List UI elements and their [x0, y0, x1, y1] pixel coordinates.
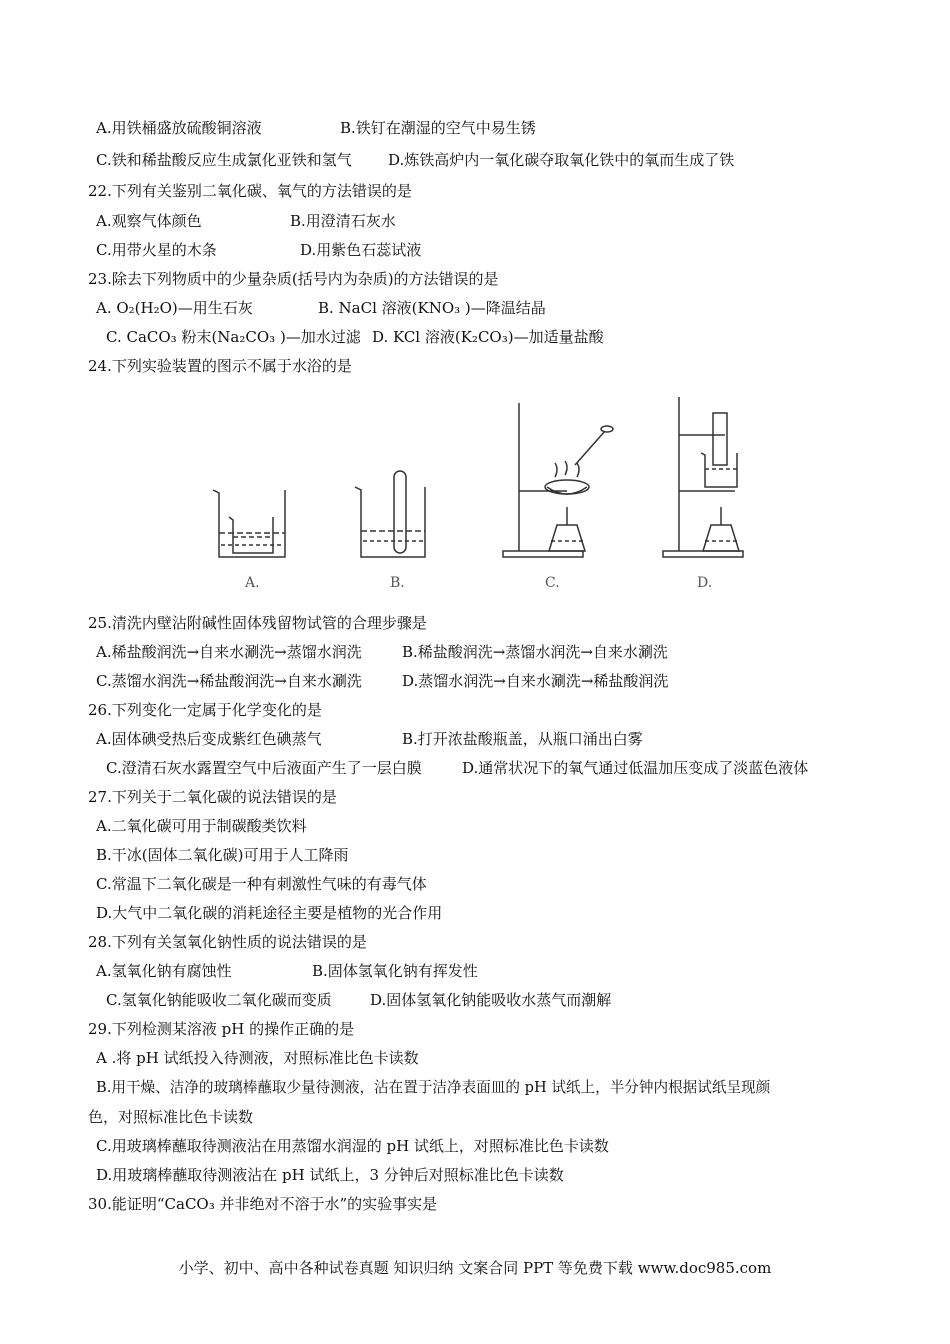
q21-option-c: C.铁和稀盐酸反应生成氯化亚铁和氢气	[96, 151, 352, 169]
q27-option-d: D.大气中二氧化碳的消耗途径主要是植物的光合作用	[96, 904, 443, 922]
q26-option-d: D.通常状况下的氧气通过低温加压变成了淡蓝色液体	[462, 759, 809, 777]
figure-label-d: D.	[697, 575, 713, 591]
figure-label-c: C.	[545, 575, 560, 591]
q21-option-d: D.炼铁高炉内一氧化碳夺取氧化铁中的氧而生成了铁	[388, 151, 735, 169]
q29-option-b-line2: 色，对照标准比色卡读数	[88, 1108, 254, 1126]
figure-c-evaporating-dish	[503, 403, 613, 557]
q26-option-c: C.澄清石灰水露置空气中后液面产生了一层白膜	[106, 759, 422, 777]
q22-option-d: D.用紫色石蕊试液	[300, 241, 422, 259]
q23-option-c: C. CaCO₃ 粉末(Na₂CO₃ )—加水过滤	[106, 328, 361, 346]
q29-option-b-line1: B.用干燥、洁净的玻璃棒蘸取少量待测液，沾在置于洁净表面皿的 pH 试纸上，半分钟内根据试纸呈现颜	[96, 1079, 771, 1096]
q29-option-a: A .将 pH 试纸投入待测液，对照标准比色卡读数	[96, 1049, 419, 1067]
figure-b-test-tube-in-beaker	[355, 471, 425, 557]
figure-a-water-bath	[213, 490, 285, 557]
q28-option-a: A.氢氧化钠有腐蚀性	[96, 962, 232, 980]
q24-apparatus-figure	[205, 395, 750, 595]
q23-option-b: B. NaCl 溶液(KNO₃ )—降温结晶	[318, 299, 546, 317]
q22-option-a: A.观察气体颜色	[96, 212, 202, 230]
q25-stem: 25.清洗内壁沾附碱性固体残留物试管的合理步骤是	[88, 614, 427, 632]
q25-option-a: A.稀盐酸润洗→自来水涮洗→蒸馏水润洗	[96, 643, 362, 661]
q28-stem: 28.下列有关氢氧化钠性质的说法错误的是	[88, 933, 367, 951]
q29-option-c: C.用玻璃棒蘸取待测液沾在用蒸馏水润湿的 pH 试纸上，对照标准比色卡读数	[96, 1137, 609, 1155]
q30-stem: 30.能证明“CaCO₃ 并非绝对不溶于水”的实验事实是	[88, 1195, 438, 1213]
q27-option-b: B.干冰(固体二氧化碳)可用于人工降雨	[96, 846, 349, 864]
q26-option-a: A.固体碘受热后变成紫红色碘蒸气	[96, 730, 322, 748]
q28-option-c: C.氢氧化钠能吸收二氧化碳而变质	[106, 991, 332, 1009]
q23-stem: 23.除去下列物质中的少量杂质(括号内为杂质)的方法错误的是	[88, 270, 499, 288]
q29-stem: 29.下列检测某溶液 pH 的操作正确的是	[88, 1020, 355, 1038]
q27-option-a: A.二氧化碳可用于制碳酸类饮料	[96, 817, 307, 835]
q27-stem: 27.下列关于二氧化碳的说法错误的是	[88, 788, 337, 806]
figure-label-a: A.	[245, 575, 260, 591]
q22-option-b: B.用澄清石灰水	[290, 212, 396, 230]
q25-option-b: B.稀盐酸润洗→蒸馏水润洗→自来水涮洗	[402, 643, 668, 661]
q21-option-b: B.铁钉在潮湿的空气中易生锈	[340, 119, 536, 137]
q26-stem: 26.下列变化一定属于化学变化的是	[88, 701, 322, 719]
figure-label-b: B.	[390, 575, 405, 591]
q22-stem: 22.下列有关鉴别二氧化碳、氧气的方法错误的是	[88, 182, 412, 200]
q28-option-d: D.固体氢氧化钠能吸收水蒸气而潮解	[370, 991, 612, 1009]
q25-option-c: C.蒸馏水润洗→稀盐酸润洗→自来水涮洗	[96, 672, 362, 690]
figure-d-beaker-water-bath	[663, 397, 743, 557]
page-footer: 小学、初中、高中各种试卷真题 知识归纳 文案合同 PPT 等免费下载 www.doc985.com	[178, 1259, 772, 1277]
q29-option-d: D.用玻璃棒蘸取待测液沾在 pH 试纸上，3 分钟后对照标准比色卡读数	[96, 1166, 564, 1184]
q28-option-b: B.固体氢氧化钠有挥发性	[312, 962, 478, 980]
q22-option-c: C.用带火星的木条	[96, 241, 217, 259]
q23-option-d: D. KCl 溶液(K₂CO₃)—加适量盐酸	[372, 328, 604, 346]
q21-option-a: A.用铁桶盛放硫酸铜溶液	[96, 119, 262, 137]
q23-option-a: A. O₂(H₂O)—用生石灰	[96, 299, 253, 317]
q25-option-d: D.蒸馏水润洗→自来水涮洗→稀盐酸润洗	[402, 672, 669, 690]
q24-stem: 24.下列实验装置的图示不属于水浴的是	[88, 357, 352, 375]
q27-option-c: C.常温下二氧化碳是一种有刺激性气味的有毒气体	[96, 875, 427, 893]
q26-option-b: B.打开浓盐酸瓶盖，从瓶口涌出白雾	[402, 730, 643, 748]
